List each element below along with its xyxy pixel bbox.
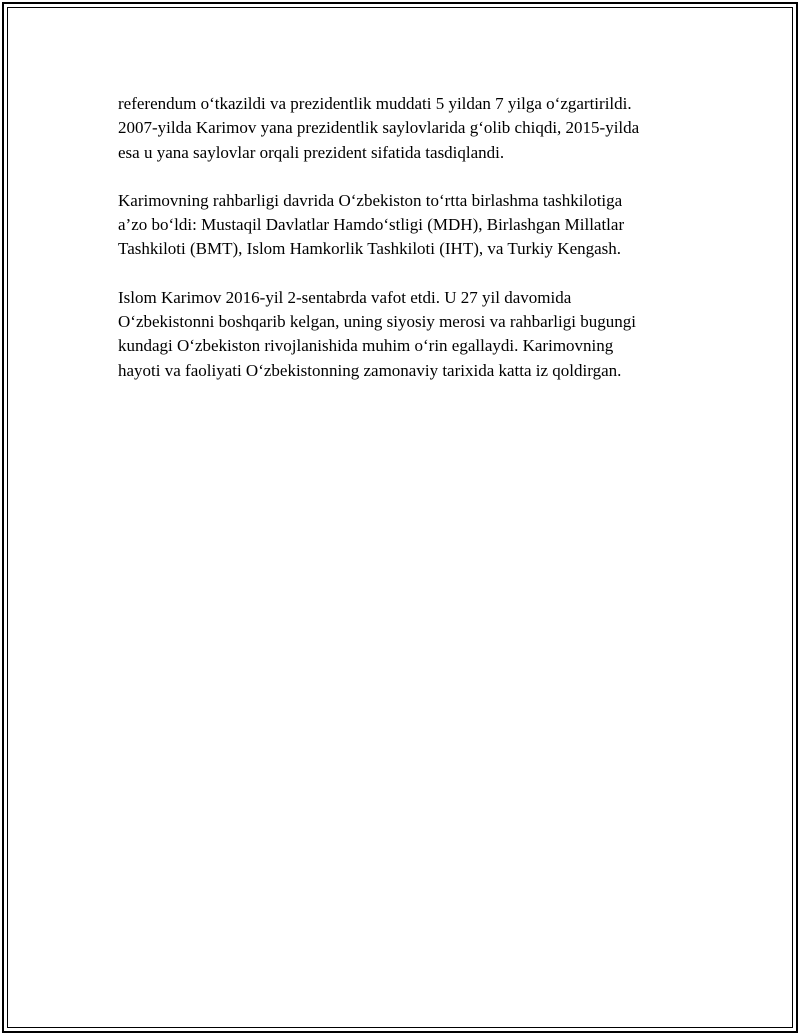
document-body <box>118 92 698 407</box>
text-line: referendum o‘tkazildi va prezidentlik muddati 5 yildan 7 yilga o‘zgartirildi. <box>118 94 632 113</box>
text-line: O‘zbekistonni boshqarib kelgan, uning siyosiy merosi va rahbarligi bugungi <box>118 312 636 332</box>
text-line: hayoti va faoliyati O‘zbekistonning zamonaviy tarixida katta iz qoldirgan. <box>118 360 622 380</box>
paragraph-legacy <box>118 286 698 383</box>
text-line: 2007-yilda Karimov yana prezidentlik saylovlarida g‘olib chiqdi, 2015-yilda <box>118 118 640 138</box>
text-line: Tashkiloti (BMT), Islom Hamkorlik Tashkiloti (IHT), va Turkiy Kengash. <box>118 239 622 259</box>
text-line: a’zo bo‘ldi: Mustaqil Davlatlar Hamdo‘stligi (MDH), Birlashgan Millatlar <box>118 215 625 235</box>
text-line: kundagi O‘zbekiston rivojlanishida muhim o‘rin egallaydi. Karimovning <box>118 336 614 356</box>
paragraph-referendum <box>118 92 698 165</box>
text-line: esa u yana saylovlar orqali prezident sifatida tasdiqlandi. <box>118 142 505 162</box>
text-line: Islom Karimov 2016-yil 2-sentabrda vafot etdi. U 27 yil davomida <box>118 287 572 307</box>
paragraph-organizations <box>118 189 698 262</box>
text-line: Karimovning rahbarligi davrida O‘zbekiston to‘rtta birlashma tashkilotiga <box>118 190 623 210</box>
